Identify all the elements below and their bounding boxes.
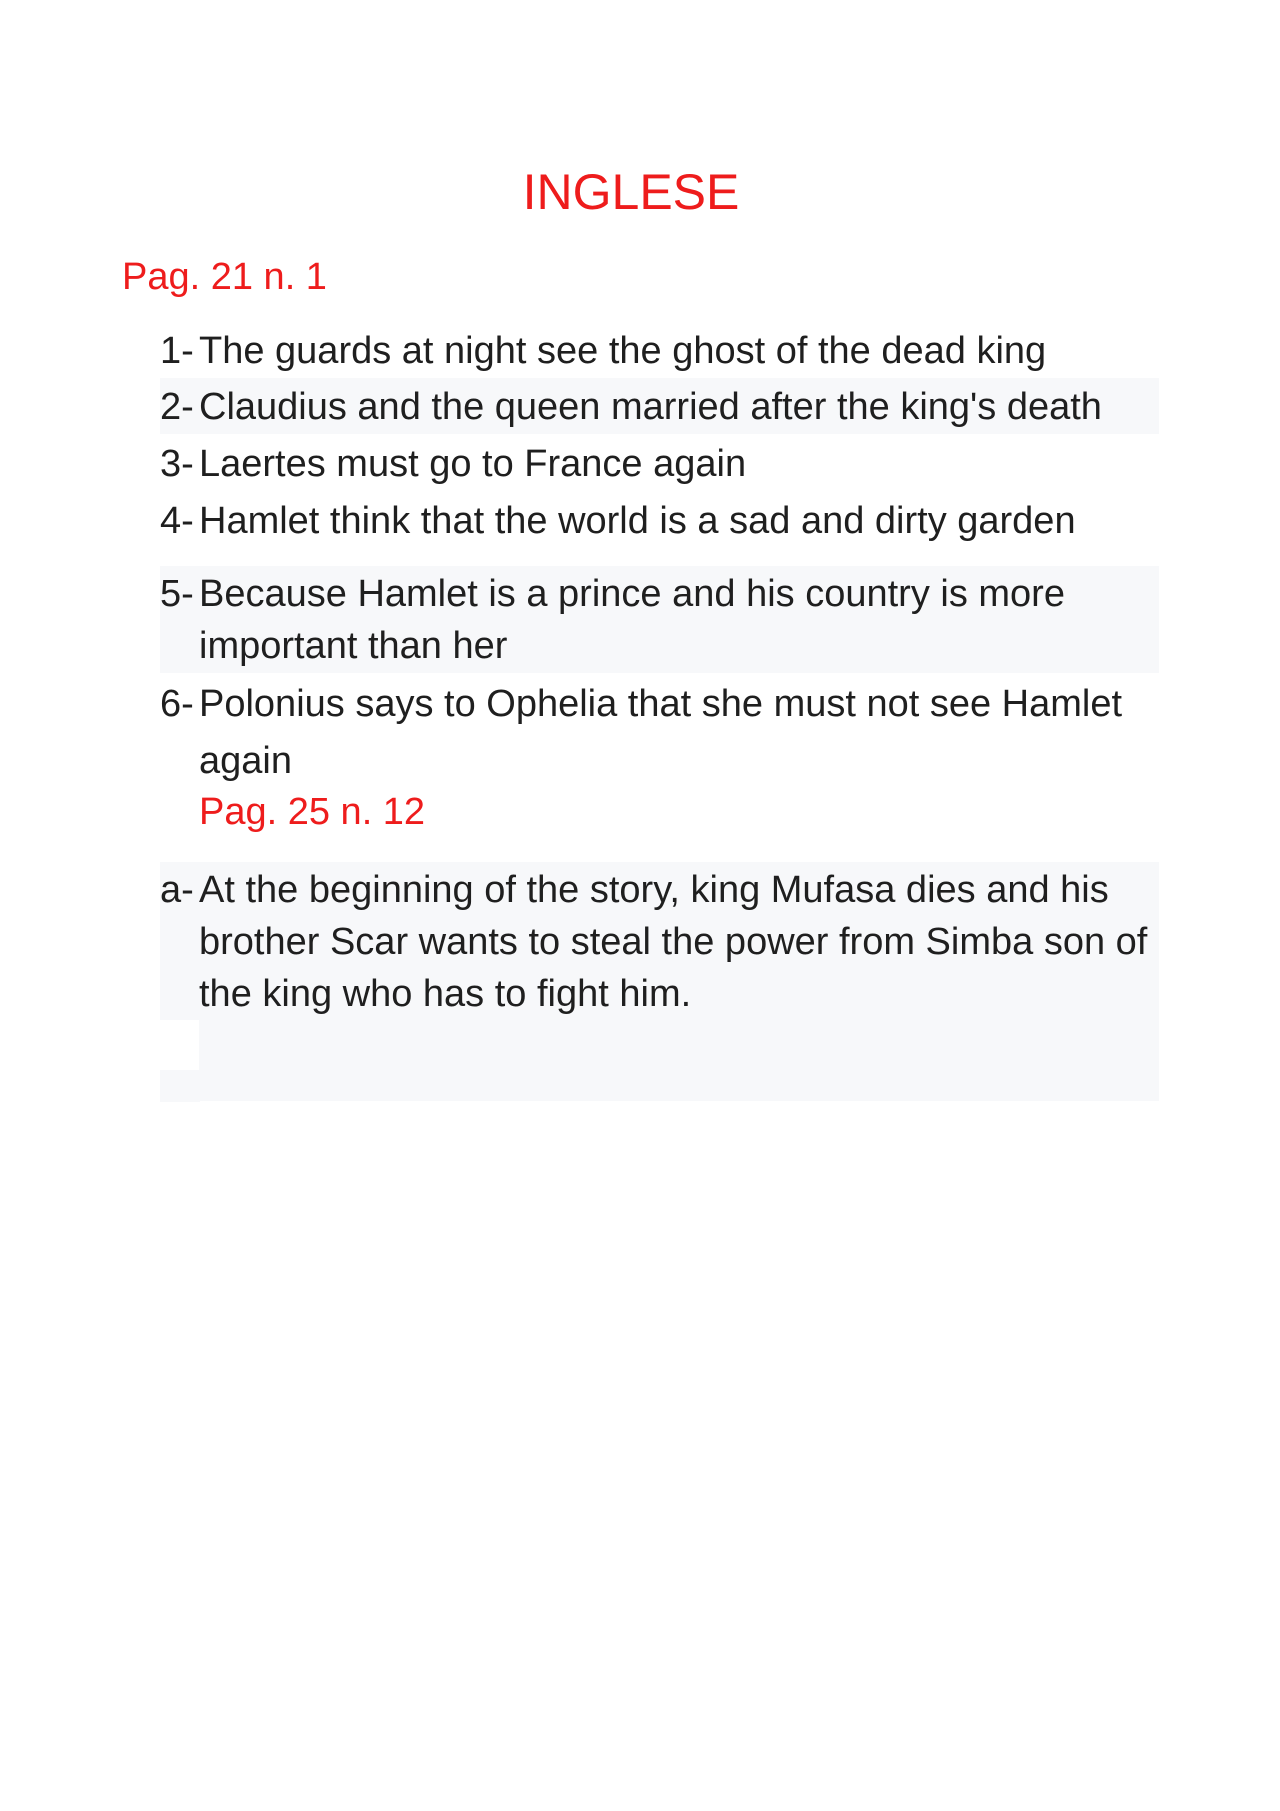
document-title: INGLESE <box>522 164 740 220</box>
list-item <box>160 438 1160 490</box>
section-heading: Pag. 25 n. 12 <box>199 791 426 833</box>
item-text: Hamlet think that the world is a sad and dirty garden <box>199 500 1076 542</box>
list-item <box>160 381 1160 433</box>
item-text: Laertes must go to France again <box>199 443 747 485</box>
item-number: a- <box>160 869 194 911</box>
item-text: Because Hamlet is a prince and his country is more important than her <box>199 573 1065 667</box>
list-item <box>160 568 1160 672</box>
item-text: At the beginning of the story, king Mufasa dies and his brother Scar wants to steal the power from Simba son of the king who has to fight him. <box>199 869 1148 1015</box>
item-number: 6- <box>160 683 194 725</box>
list-item <box>160 676 1160 790</box>
list-item <box>160 325 1160 377</box>
section-heading: Pag. 21 n. 1 <box>122 256 327 298</box>
highlight-band <box>160 1070 200 1102</box>
item-number: 1- <box>160 330 194 372</box>
item-number: 5- <box>160 573 194 615</box>
list-item <box>160 864 1160 1020</box>
highlight-band <box>199 1018 1159 1101</box>
item-number: 2- <box>160 386 194 428</box>
item-number: 4- <box>160 500 194 542</box>
item-number: 3- <box>160 443 194 485</box>
list-item <box>160 495 1160 547</box>
item-text: Polonius says to Ophelia that she must not see Hamlet again <box>199 683 1123 782</box>
item-text: The guards at night see the ghost of the dead king <box>199 330 1047 372</box>
item-text: Claudius and the queen married after the king's death <box>199 386 1102 428</box>
